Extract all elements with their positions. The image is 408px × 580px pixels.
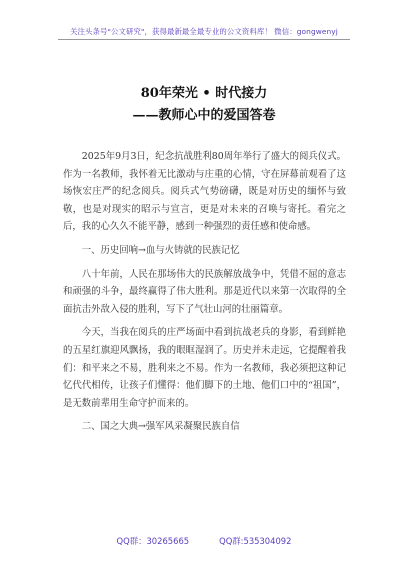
paragraph-today: 今天，当我在阅兵的庄严场面中看到抗战老兵的身影，看到鲜艳的五星红旗迎风飘扬，我的眼眶湿润了。历史并未走远，它提醒着我们：和平来之不易，胜利来之不易。作为一名教师，我必须把这种记忆代代相传，让孩子们懂得：他们脚下的土地、他们口中的“祖国”，是无数前辈用生命守护而来的。 [63, 327, 346, 409]
document-body [63, 148, 346, 442]
header-divider [58, 39, 350, 40]
header-note: 关注头条号"公文研究"，获得最新最全最专业的公文资料库！ 微信：gongwenyj [70, 27, 338, 36]
section-heading-1: 一、历史回响→血与火铸就的民族记忆 [81, 244, 240, 256]
section-heading-2: 二、国之大典→强军风采凝聚民族自信 [81, 421, 240, 433]
paragraph-intro: 2025年9月3日，纪念抗战胜利80周年举行了盛大的阅兵仪式。作为一名教师，我怀着无比激动与庄重的心情，守在屏幕前观看了这场恢宏庄严的纪念阅兵。阅兵式气势磅礴，既是对历史的缅怀与致敬，也是对现实的昭示与宣言，更是对未来的召唤与寄托。看完之后，我的心久久不能平静，感到一种强烈的责任感和使命感。 [63, 151, 346, 233]
document-subtitle: ——教师心中的爱国答卷 [132, 108, 276, 123]
paragraph-history: 八十年前，人民在那场伟大的民族解放战争中，凭借不屈的意志和顽强的斗争，最终赢得了伟大胜利。那是近代以来第一次取得的全面抗击外敌入侵的胜利，写下了气壮山河的壮丽篇章。 [63, 268, 346, 315]
footer-qq-group-1: QQ群：30265665 [116, 536, 190, 546]
document-title: 80年荣光 • 时代接力 [140, 86, 268, 101]
footer-qq-group-2: QQ群:535304092 [219, 536, 292, 546]
footer [0, 535, 408, 547]
